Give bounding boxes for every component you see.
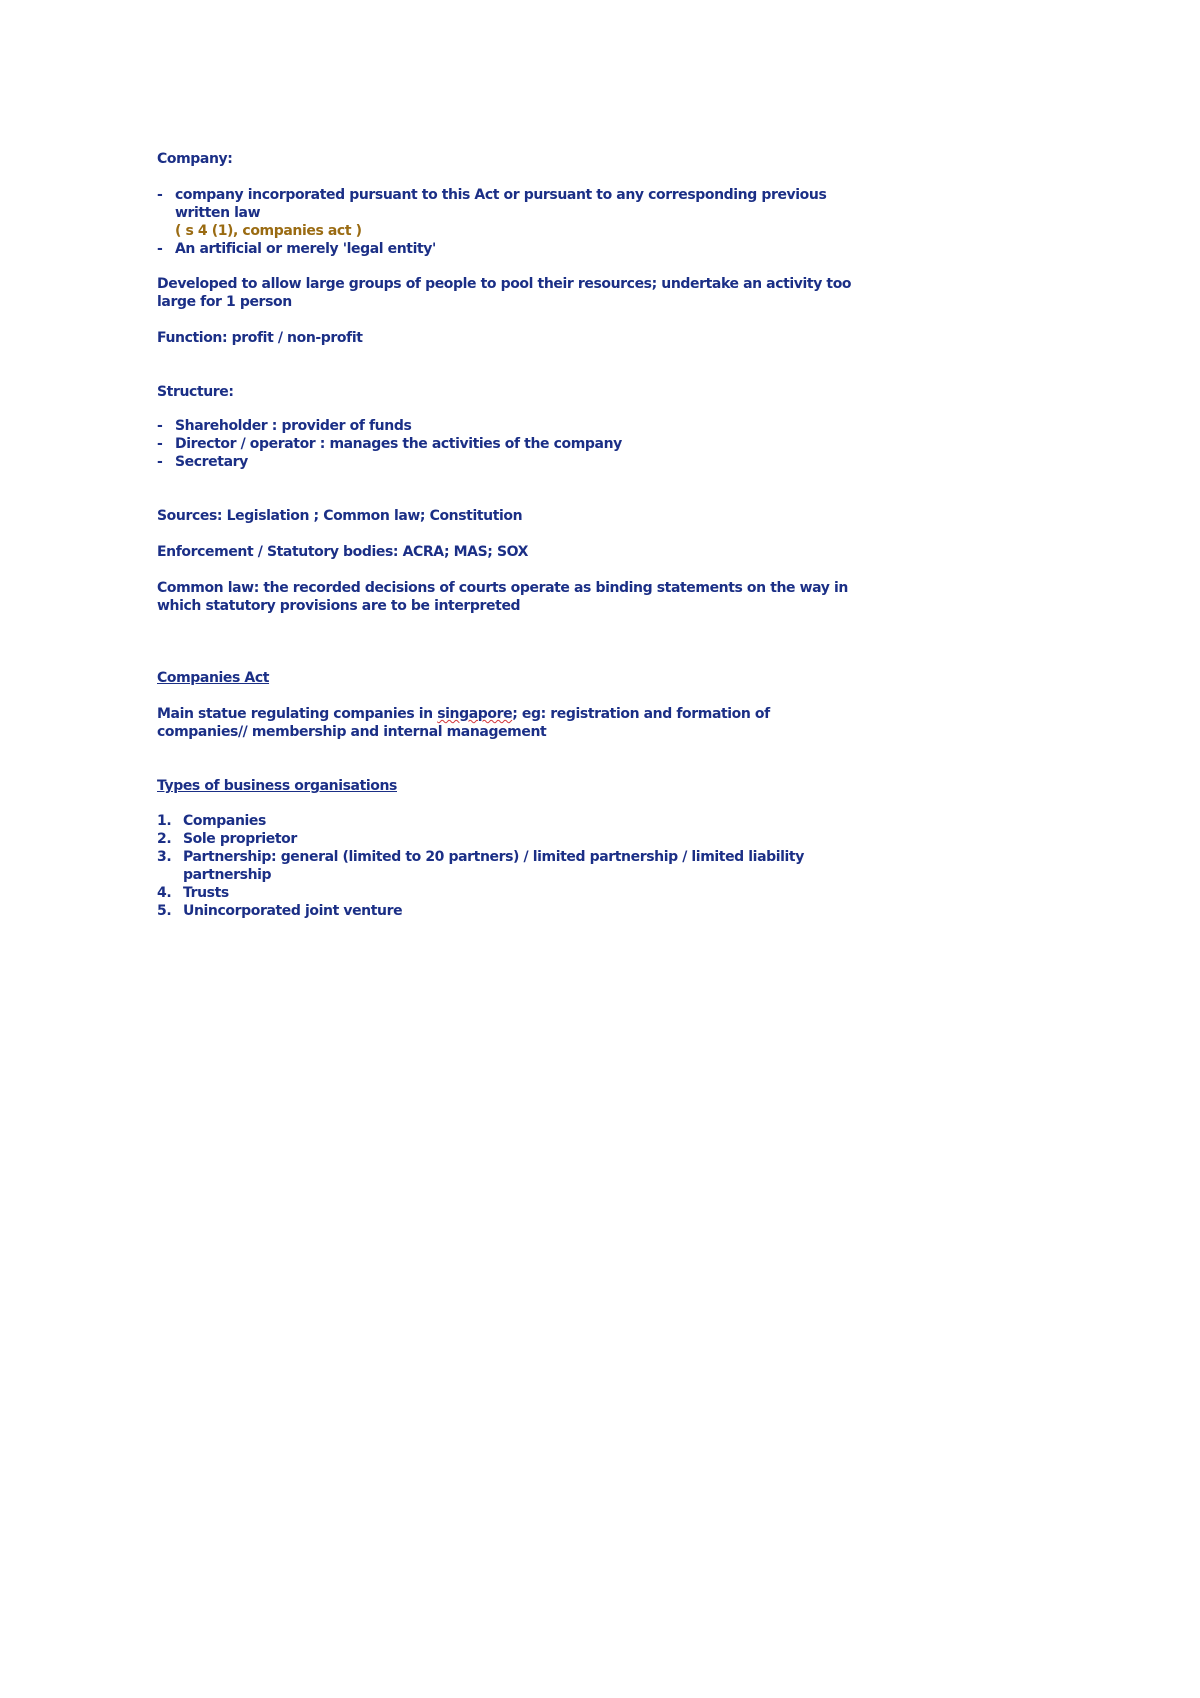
bullet-dash: -	[157, 241, 163, 257]
enforcement-line: Enforcement / Statutory bodies: ACRA; MAS; SOX	[157, 544, 529, 560]
list-item	[157, 830, 857, 848]
function-line: Function: profit / non-profit	[157, 330, 363, 346]
business-types-list	[157, 812, 857, 920]
list-item	[157, 435, 857, 453]
companies-act-paragraph	[157, 705, 857, 741]
list-number: 5.	[157, 903, 172, 919]
structure-item: Shareholder : provider of funds	[175, 418, 412, 434]
list-number: 2.	[157, 831, 172, 847]
company-definition-text: company incorporated pursuant to this Act or pursuant to any corresponding previous written law	[175, 187, 827, 221]
business-types-heading: Types of business organisations	[157, 778, 397, 794]
legal-entity-text: An artificial or merely 'legal entity'	[175, 241, 436, 257]
list-item	[157, 453, 857, 471]
business-type: Companies	[183, 813, 266, 829]
common-law-paragraph: Common law: the recorded decisions of courts operate as binding statements on the way in which statutory provisions are to be interpreted	[157, 580, 848, 614]
bullet-dash: -	[157, 418, 163, 434]
structure-item: Director / operator : manages the activities of the company	[175, 436, 622, 452]
list-item	[157, 417, 857, 435]
list-item	[157, 884, 857, 902]
list-item	[157, 186, 857, 240]
companies-act-text: Main statue regulating companies in	[157, 706, 438, 722]
list-item	[157, 240, 857, 258]
list-number: 1.	[157, 813, 172, 829]
business-type: Partnership: general (limited to 20 partners) / limited partnership / limited liability partnership	[183, 849, 804, 883]
structure-list	[157, 417, 857, 471]
list-item	[157, 902, 857, 920]
list-item	[157, 812, 857, 830]
document-page	[157, 150, 857, 920]
business-type: Trusts	[183, 885, 229, 901]
business-type: Unincorporated joint venture	[183, 903, 403, 919]
sources-line: Sources: Legislation ; Common law; Constitution	[157, 508, 523, 524]
company-definition-list	[157, 186, 857, 258]
developed-paragraph: Developed to allow large groups of people to pool their resources; undertake an activity too large for 1 person	[157, 276, 852, 310]
statute-citation: ( s 4 (1), companies act )	[175, 223, 362, 239]
spellcheck-flagged-word: singapore	[437, 706, 513, 722]
companies-act-text: ; eg: registration and formation of companies// membership and internal management	[157, 706, 770, 740]
business-type: Sole proprietor	[183, 831, 297, 847]
bullet-dash: -	[157, 187, 163, 203]
list-number: 4.	[157, 885, 172, 901]
bullet-dash: -	[157, 436, 163, 452]
bullet-dash: -	[157, 454, 163, 470]
structure-heading: Structure:	[157, 384, 234, 400]
list-number: 3.	[157, 849, 172, 865]
list-item	[157, 848, 857, 884]
structure-item: Secretary	[175, 454, 248, 470]
companies-act-heading: Companies Act	[157, 670, 270, 686]
company-heading: Company:	[157, 151, 233, 167]
